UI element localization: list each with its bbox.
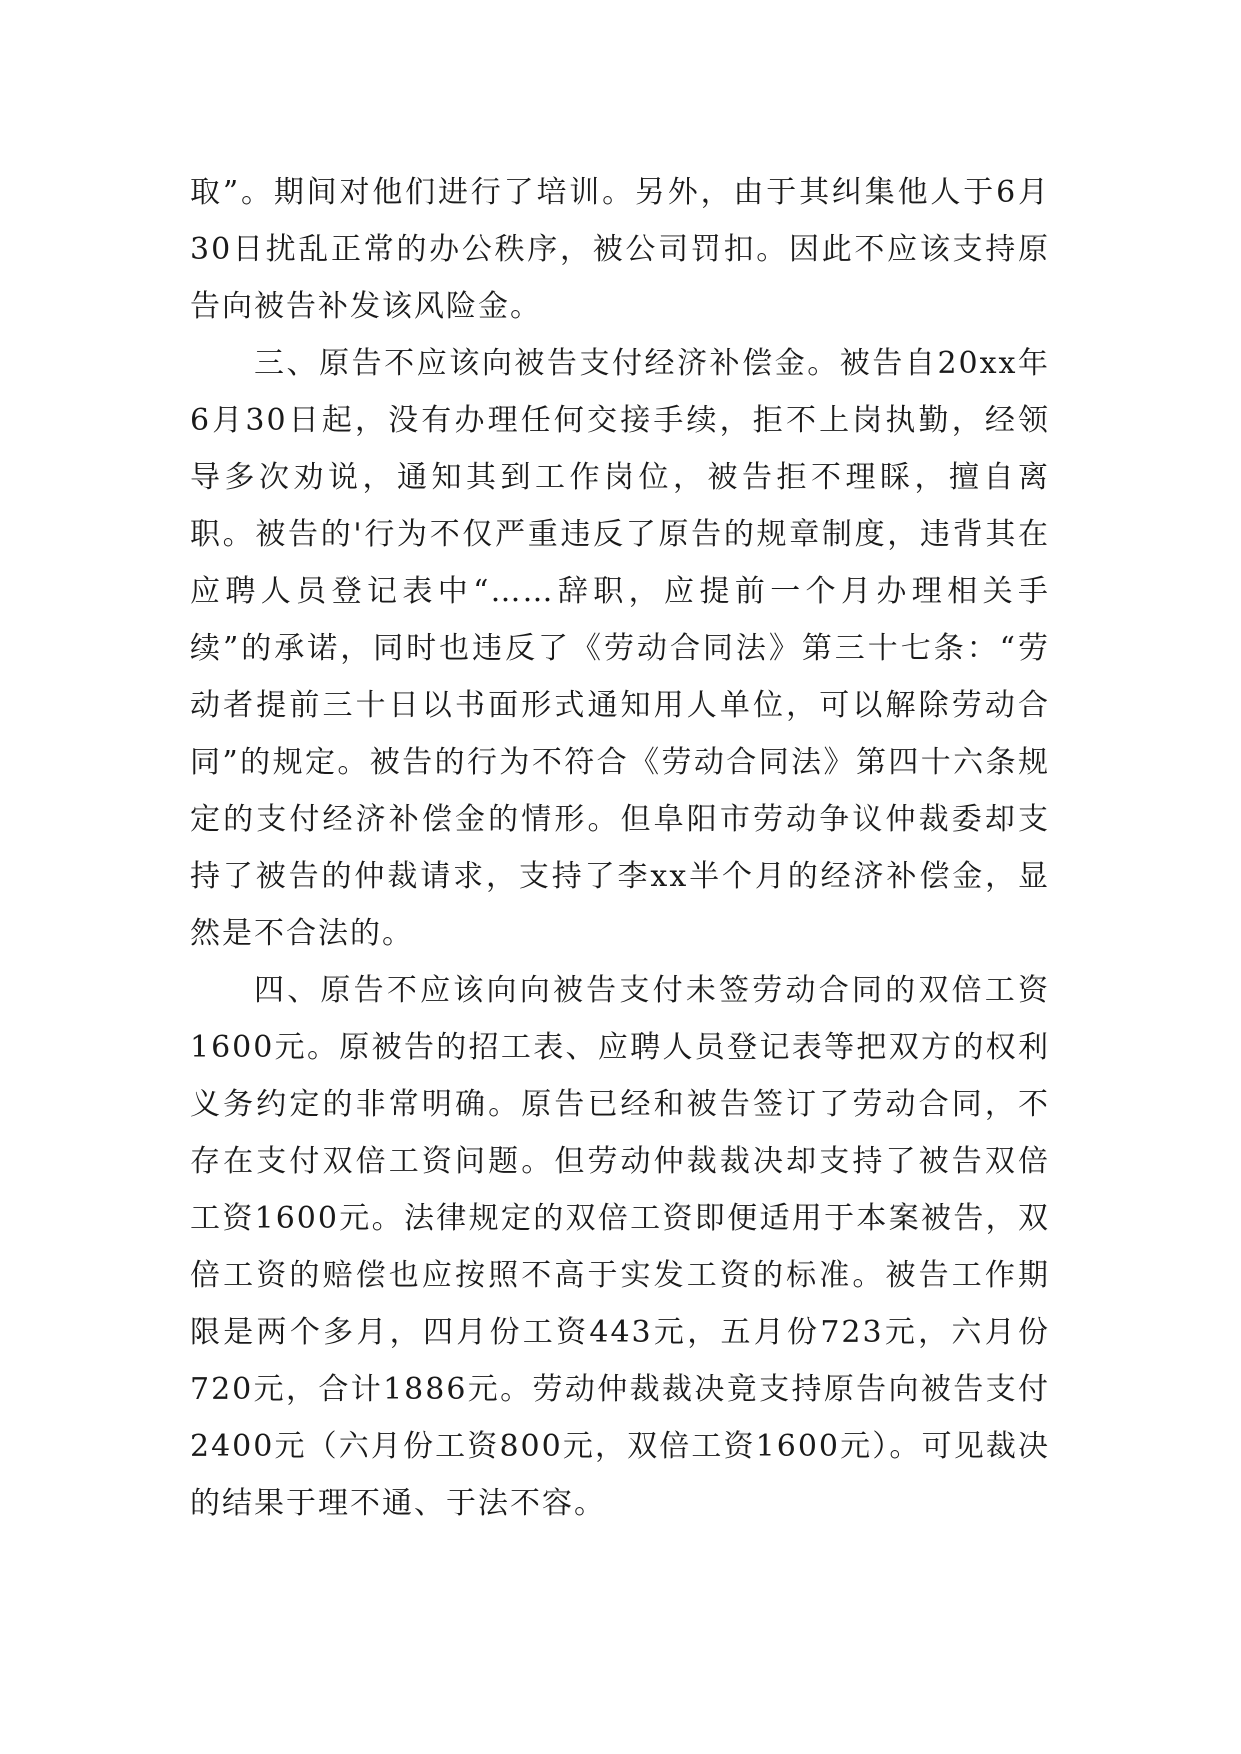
paragraph-risk-deposit: 取”。期间对他们进行了培训。另外，由于其纠集他人于6月30日扰乱正常的办公秩序，被公司罚扣。因此不应该支持原告向被告补发该风险金。 [190, 175, 1050, 324]
paragraph-economic-compensation: 三、原告不应该向被告支付经济补偿金。被告自20xx年6月30日起，没有办理任何交接手续，拒不上岗执勤，经领导多次劝说，通知其到工作岗位，被告拒不理睬，擅自离职。被告的'行为不仅严重违反了原告的规章制度，违背其在应聘人员登记表中“……辞职，应提前一个月办理相关手续”的承诺，同时也违反了《劳动合同法》第三十七条：“劳动者提前三十日以书面形式通知用人单位，可以解除劳动合同”的规定。被告的行为不符合《劳动合同法》第四十六条规定的支付经济补偿金的情形。但阜阳市劳动争议仲裁委却支持了被告的仲裁请求，支持了李xx半个月的经济补偿金，显然是不合法的。 [190, 346, 1050, 951]
document-body [190, 164, 1050, 1532]
paragraph-double-wages: 四、原告不应该向向被告支付未签劳动合同的双倍工资1600元。原被告的招工表、应聘人员登记表等把双方的权利义务约定的非常明确。原告已经和被告签订了劳动合同，不存在支付双倍工资问题。但劳动仲裁裁决却支持了被告双倍工资1600元。法律规定的双倍工资即便适用于本案被告，双倍工资的赔偿也应按照不高于实发工资的标准。被告工作期限是两个多月，四月份工资443元，五月份723元，六月份720元，合计1886元。劳动仲裁裁决竟支持原告向被告支付2400元（六月份工资800元，双倍工资1600元）。可见裁决的结果于理不通、于法不容。 [190, 973, 1050, 1521]
